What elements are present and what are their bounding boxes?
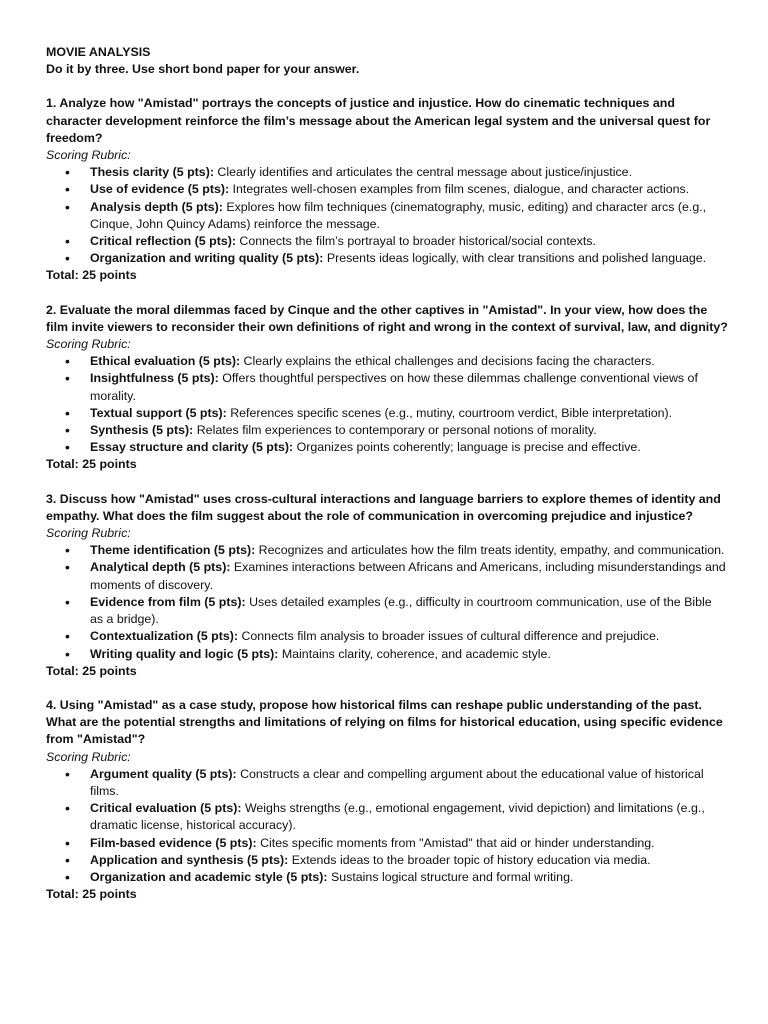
rubric-item	[65, 164, 728, 181]
rubric-item	[65, 422, 728, 439]
criterion-name: Critical evaluation (5 pts):	[90, 801, 242, 816]
bullet-icon: •	[65, 250, 70, 267]
criterion-desc: Explores how film techniques (cinematography, music, editing) and character arcs (e.g., Cinque, John Quincy Adams) reinforce the message.	[90, 199, 707, 231]
criterion-desc: Sustains logical structure and formal writing.	[331, 869, 574, 884]
question-block	[46, 491, 728, 680]
bullet-icon: •	[65, 834, 70, 851]
question-text: 3. Discuss how "Amistad" uses cross-cultural interactions and language barriers to explore themes of identity and empathy. What does the film suggest about the role of communication in overcoming prejudice and injustice?	[46, 491, 721, 523]
criterion-name: Synthesis (5 pts):	[90, 423, 194, 438]
bullet-icon: •	[65, 800, 70, 817]
bullet-icon: •	[65, 868, 70, 885]
rubric-item	[65, 198, 728, 233]
rubric-list	[46, 542, 728, 662]
total-points: Total: 25 points	[46, 887, 137, 902]
bullet-icon: •	[65, 439, 70, 456]
document-title: MOVIE ANALYSIS	[46, 45, 151, 59]
rubric-item	[65, 439, 728, 456]
rubric-item	[65, 800, 728, 834]
total-points: Total: 25 points	[46, 663, 137, 678]
rubric-item	[65, 868, 728, 886]
bullet-icon: •	[65, 198, 70, 215]
criterion-name: Evidence from film (5 pts):	[90, 594, 246, 609]
criterion-desc: Presents ideas logically, with clear transitions and polished language.	[326, 251, 707, 266]
criterion-desc: Connects the film’s portrayal to broader historical/social contexts.	[239, 234, 596, 249]
rubric-item	[65, 645, 728, 663]
bullet-icon: •	[65, 542, 70, 559]
question-text: 4. Using "Amistad" as a case study, propose how historical films can reshape public understanding of the past. What are the potential strengths and limitations of relying on films for historical education, using specific evidence from "Amistad"?	[46, 697, 723, 747]
rubric-item	[65, 765, 728, 800]
rubric-label: Scoring Rubric:	[46, 148, 131, 163]
rubric-item	[65, 370, 728, 404]
rubric-item	[65, 559, 728, 593]
criterion-name: Ethical evaluation (5 pts):	[90, 354, 241, 369]
bullet-icon: •	[65, 353, 70, 370]
bullet-icon: •	[65, 422, 70, 439]
criterion-desc: Integrates well-chosen examples from film scenes, dialogue, and character actions.	[232, 182, 690, 197]
criterion-desc: Clearly identifies and articulates the central message about justice/injustice.	[217, 165, 633, 180]
rubric-item	[65, 593, 728, 628]
question-block	[46, 302, 728, 474]
criterion-desc: Extends ideas to the broader topic of history education via media.	[291, 852, 651, 867]
rubric-item	[65, 628, 728, 645]
criterion-name: Thesis clarity (5 pts):	[90, 165, 214, 180]
criterion-desc: Constructs a clear and compelling argument about the educational value of historical films.	[90, 766, 704, 798]
criterion-name: Film-based evidence (5 pts):	[90, 835, 257, 850]
criterion-name: Writing quality and logic (5 pts):	[90, 646, 279, 661]
rubric-list	[46, 164, 728, 267]
question-text: 2. Evaluate the moral dilemmas faced by Cinque and the other captives in "Amistad". In your view, how does the film invite viewers to reconsider their own definitions of right and wrong in the context of survival, law, and dignity?	[46, 302, 728, 334]
bullet-icon: •	[65, 233, 70, 250]
rubric-list	[46, 766, 728, 886]
criterion-name: Insightfulness (5 pts):	[90, 371, 219, 386]
criterion-name: Critical reflection (5 pts):	[90, 234, 236, 249]
criterion-name: Argument quality (5 pts):	[90, 766, 237, 781]
criterion-name: Application and synthesis (5 pts):	[90, 852, 289, 867]
criterion-name: Contextualization (5 pts):	[90, 629, 238, 644]
criterion-desc: Cites specific moments from "Amistad" that aid or hinder understanding.	[260, 835, 655, 850]
bullet-icon: •	[65, 181, 70, 198]
rubric-item	[65, 851, 728, 869]
question-block	[46, 697, 728, 903]
bullet-icon: •	[65, 765, 70, 782]
total-points: Total: 25 points	[46, 457, 137, 472]
criterion-name: Use of evidence (5 pts):	[90, 182, 230, 197]
criterion-desc: Uses detailed examples (e.g., difficulty in courtroom communication, use of the Bible as a bridge).	[90, 594, 712, 627]
criterion-desc: Recognizes and articulates how the film treats identity, empathy, and communication.	[258, 543, 725, 558]
rubric-label: Scoring Rubric:	[46, 337, 131, 352]
criterion-desc: Connects film analysis to broader issues of cultural difference and prejudice.	[241, 629, 660, 644]
bullet-icon: •	[65, 404, 70, 421]
criterion-desc: Clearly explains the ethical challenges and decisions facing the characters.	[243, 354, 655, 369]
question-text: 1. Analyze how "Amistad" portrays the concepts of justice and injustice. How do cinematic techniques and character development reinforce the film’s message about the American legal system and the universal quest for freedom?	[46, 96, 711, 145]
total-points: Total: 25 points	[46, 268, 137, 283]
criterion-desc: Maintains clarity, coherence, and academic style.	[281, 646, 551, 661]
rubric-label: Scoring Rubric:	[46, 749, 131, 764]
bullet-icon: •	[65, 628, 70, 645]
bullet-icon: •	[65, 164, 70, 181]
bullet-icon: •	[65, 559, 70, 576]
rubric-item	[65, 542, 728, 559]
rubric-label: Scoring Rubric:	[46, 526, 131, 541]
criterion-name: Organization and writing quality (5 pts):	[90, 251, 324, 266]
rubric-item	[65, 250, 728, 267]
question-block	[46, 95, 728, 284]
criterion-desc: Weighs strengths (e.g., emotional engagement, vivid depiction) and limitations (e.g., dramatic license, historical accuracy).	[90, 801, 705, 833]
criterion-name: Textual support (5 pts):	[90, 405, 227, 420]
rubric-item	[65, 353, 728, 370]
criterion-name: Analysis depth (5 pts):	[90, 199, 223, 214]
criterion-desc: Organizes points coherently; language is precise and effective.	[296, 440, 641, 455]
rubric-item	[65, 233, 728, 250]
criterion-name: Organization and academic style (5 pts):	[90, 869, 328, 884]
criterion-name: Analytical depth (5 pts):	[90, 560, 231, 575]
criterion-desc: Relates film experiences to contemporary or personal notions of morality.	[196, 423, 597, 438]
rubric-item	[65, 834, 728, 852]
criterion-name: Theme identification (5 pts):	[90, 543, 256, 558]
bullet-icon: •	[65, 370, 70, 387]
criterion-name: Essay structure and clarity (5 pts):	[90, 440, 294, 455]
instruction-text: Do it by three. Use short bond paper for your answer.	[46, 62, 360, 77]
bullet-icon: •	[65, 851, 70, 868]
criterion-desc: Examines interactions between Africans and Americans, including misunderstandings and moments of discovery.	[90, 560, 726, 592]
rubric-item	[65, 404, 728, 422]
bullet-icon: •	[65, 593, 70, 610]
criterion-desc: References specific scenes (e.g., mutiny, courtroom verdict, Bible interpretation).	[230, 405, 673, 420]
bullet-icon: •	[65, 645, 70, 662]
rubric-item	[65, 181, 728, 198]
rubric-list	[46, 353, 728, 456]
criterion-desc: Offers thoughtful perspectives on how these dilemmas challenge conventional views of morality.	[90, 371, 698, 403]
